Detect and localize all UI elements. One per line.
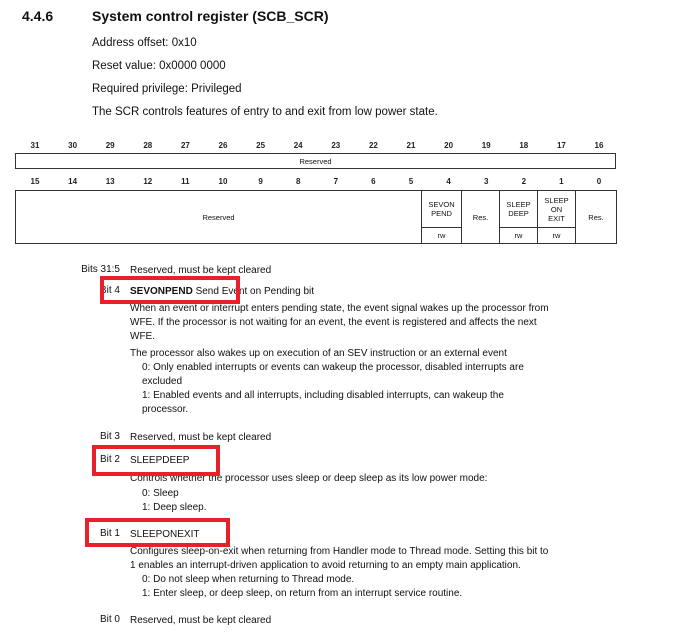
reset-value: Reset value: 0x0000 0000 — [92, 60, 226, 72]
reserved-field-upper: Reserved — [16, 154, 616, 169]
bit-0-text: Reserved, must be kept cleared — [130, 615, 272, 626]
register-summary: The SCR controls features of entry to and exit from low power state. — [92, 106, 438, 118]
reserved-field-lower: Reserved — [16, 191, 422, 244]
access-sleepdeep: rw — [500, 228, 538, 244]
lower-bit-number: 10 — [218, 177, 228, 186]
bit-3-label: Bit 3 — [99, 431, 120, 442]
highlight-box-sleepdeep — [92, 445, 220, 476]
bit-2-line: Controls whether the processor uses sleep or deep sleep as its low power mode: — [130, 473, 488, 484]
address-offset: Address offset: 0x10 — [92, 37, 197, 49]
access-sevonpend: rw — [422, 228, 462, 244]
bit-4-description — [130, 302, 549, 417]
upper-bit-number: 23 — [331, 141, 341, 150]
required-privilege: Required privilege: Privileged — [92, 83, 242, 95]
register-upper-row — [15, 153, 616, 169]
bits-31-5-text: Reserved, must be kept cleared — [130, 265, 272, 276]
upper-bit-number: 21 — [406, 141, 416, 150]
bit-1-line: Configures sleep-on-exit when returning from Handler mode to Thread mode. Setting this bit to — [130, 546, 549, 557]
upper-bit-number: 16 — [594, 141, 604, 150]
bit-4-line: excluded — [142, 376, 183, 387]
upper-bit-number: 25 — [256, 141, 266, 150]
sleepdeep-line1: SLEEP — [506, 200, 531, 209]
upper-bit-number: 27 — [180, 141, 190, 150]
upper-bit-number: 18 — [519, 141, 529, 150]
section-title: System control register (SCB_SCR) — [92, 8, 329, 24]
field-sevonpend — [422, 191, 462, 228]
bit-2-line: 0: Sleep — [142, 488, 179, 499]
access-sleeponexit: rw — [538, 228, 576, 244]
bits-31-5-label: Bits 31:5 — [81, 264, 120, 275]
register-lower-row — [15, 190, 617, 244]
upper-bit-number: 28 — [143, 141, 153, 150]
bit-4-label: Bit 4 — [99, 285, 120, 296]
upper-bit-number: 26 — [218, 141, 228, 150]
lower-bit-number: 8 — [295, 177, 301, 186]
lower-bit-number: 6 — [371, 177, 376, 186]
section-number: 4.4.6 — [22, 8, 54, 24]
sleeponexit-line1: SLEEP — [544, 195, 569, 205]
bit-4-line: The processor also wakes up on execution of an SEV instruction or an external event — [130, 348, 507, 359]
sleeponexit-line3: EXIT — [548, 213, 565, 223]
highlight-box-sevonpend — [100, 276, 240, 304]
sleepdeep-line2: DEEP — [508, 209, 529, 218]
upper-bit-number: 20 — [444, 141, 454, 150]
bit-2-description — [130, 472, 487, 515]
lower-bit-number: 1 — [559, 177, 564, 186]
upper-bit-number: 22 — [368, 141, 378, 150]
bit-4-title-rest: Send Event on Pending bit — [195, 286, 315, 297]
lower-bit-number: 15 — [30, 177, 40, 186]
bit-2-label: Bit 2 — [99, 454, 120, 465]
lower-bit-number: 0 — [596, 177, 602, 186]
lower-bit-number: 2 — [521, 177, 527, 186]
bit-4-line: 1: Enabled events and all interrupts, including disabled interrupts, can wakeup the — [142, 390, 504, 401]
upper-bit-number: 17 — [556, 141, 566, 150]
bit-1-field-name: SLEEPONEXIT — [130, 529, 200, 540]
lower-bit-number: 14 — [68, 177, 78, 186]
field-reserved-bit0: Res. — [576, 191, 617, 244]
upper-bit-number: 19 — [481, 141, 491, 150]
sevonpend-line1: SEVON — [428, 200, 455, 209]
bit-2-field-name: SLEEPDEEP — [130, 455, 190, 466]
lower-bit-number: 4 — [446, 177, 451, 186]
field-reserved-bit3: Res. — [462, 191, 500, 244]
lower-bit-number: 11 — [181, 177, 190, 186]
bit-4-line: processor. — [142, 404, 189, 415]
lower-bit-number: 12 — [143, 177, 153, 186]
bit-4-line: 0: Only enabled interrupts or events can wakeup the processor, disabled interrupts are — [142, 362, 524, 373]
bit-1-description — [130, 545, 548, 601]
sleeponexit-line2: ON — [550, 204, 563, 214]
upper-bit-number: 24 — [293, 141, 303, 150]
bit-0-label: Bit 0 — [99, 614, 120, 625]
upper-bit-number: 31 — [30, 141, 40, 150]
bit-4-line: When an event or interrupt enters pending state, the event signal wakes up the processor from — [130, 303, 549, 314]
bit-4-line: WFE. — [130, 331, 155, 342]
bit-2-line: 1: Deep sleep. — [142, 502, 207, 513]
bit-1-label: Bit 1 — [99, 528, 120, 539]
bit-1-line: 1: Enter sleep, or deep sleep, on return from an interrupt service routine. — [142, 588, 463, 599]
bit-1-line: 1 enables an interrupt-driven application to avoid returning to an empty main application. — [130, 560, 521, 571]
field-sleepdeep — [500, 191, 538, 228]
field-sleeponexit — [538, 191, 576, 228]
lower-bit-number: 7 — [333, 177, 339, 186]
highlight-box-sleeponexit — [85, 518, 230, 547]
upper-bit-number: 29 — [105, 141, 115, 150]
lower-bit-number: 5 — [408, 177, 414, 186]
lower-bit-number: 13 — [105, 177, 115, 186]
sevonpend-line2: PEND — [431, 209, 452, 218]
bit-3-text: Reserved, must be kept cleared — [130, 432, 272, 443]
lower-bit-number: 9 — [258, 177, 263, 186]
bit-4-field-name: SEVONPEND — [130, 286, 193, 297]
lower-bit-number: 3 — [483, 177, 489, 186]
upper-bit-number: 30 — [68, 141, 78, 150]
bit-1-line: 0: Do not sleep when returning to Thread mode. — [142, 574, 355, 585]
bit-4-line: WFE. If the processor is not waiting for an event, the event is registered and affects the next — [130, 317, 537, 328]
